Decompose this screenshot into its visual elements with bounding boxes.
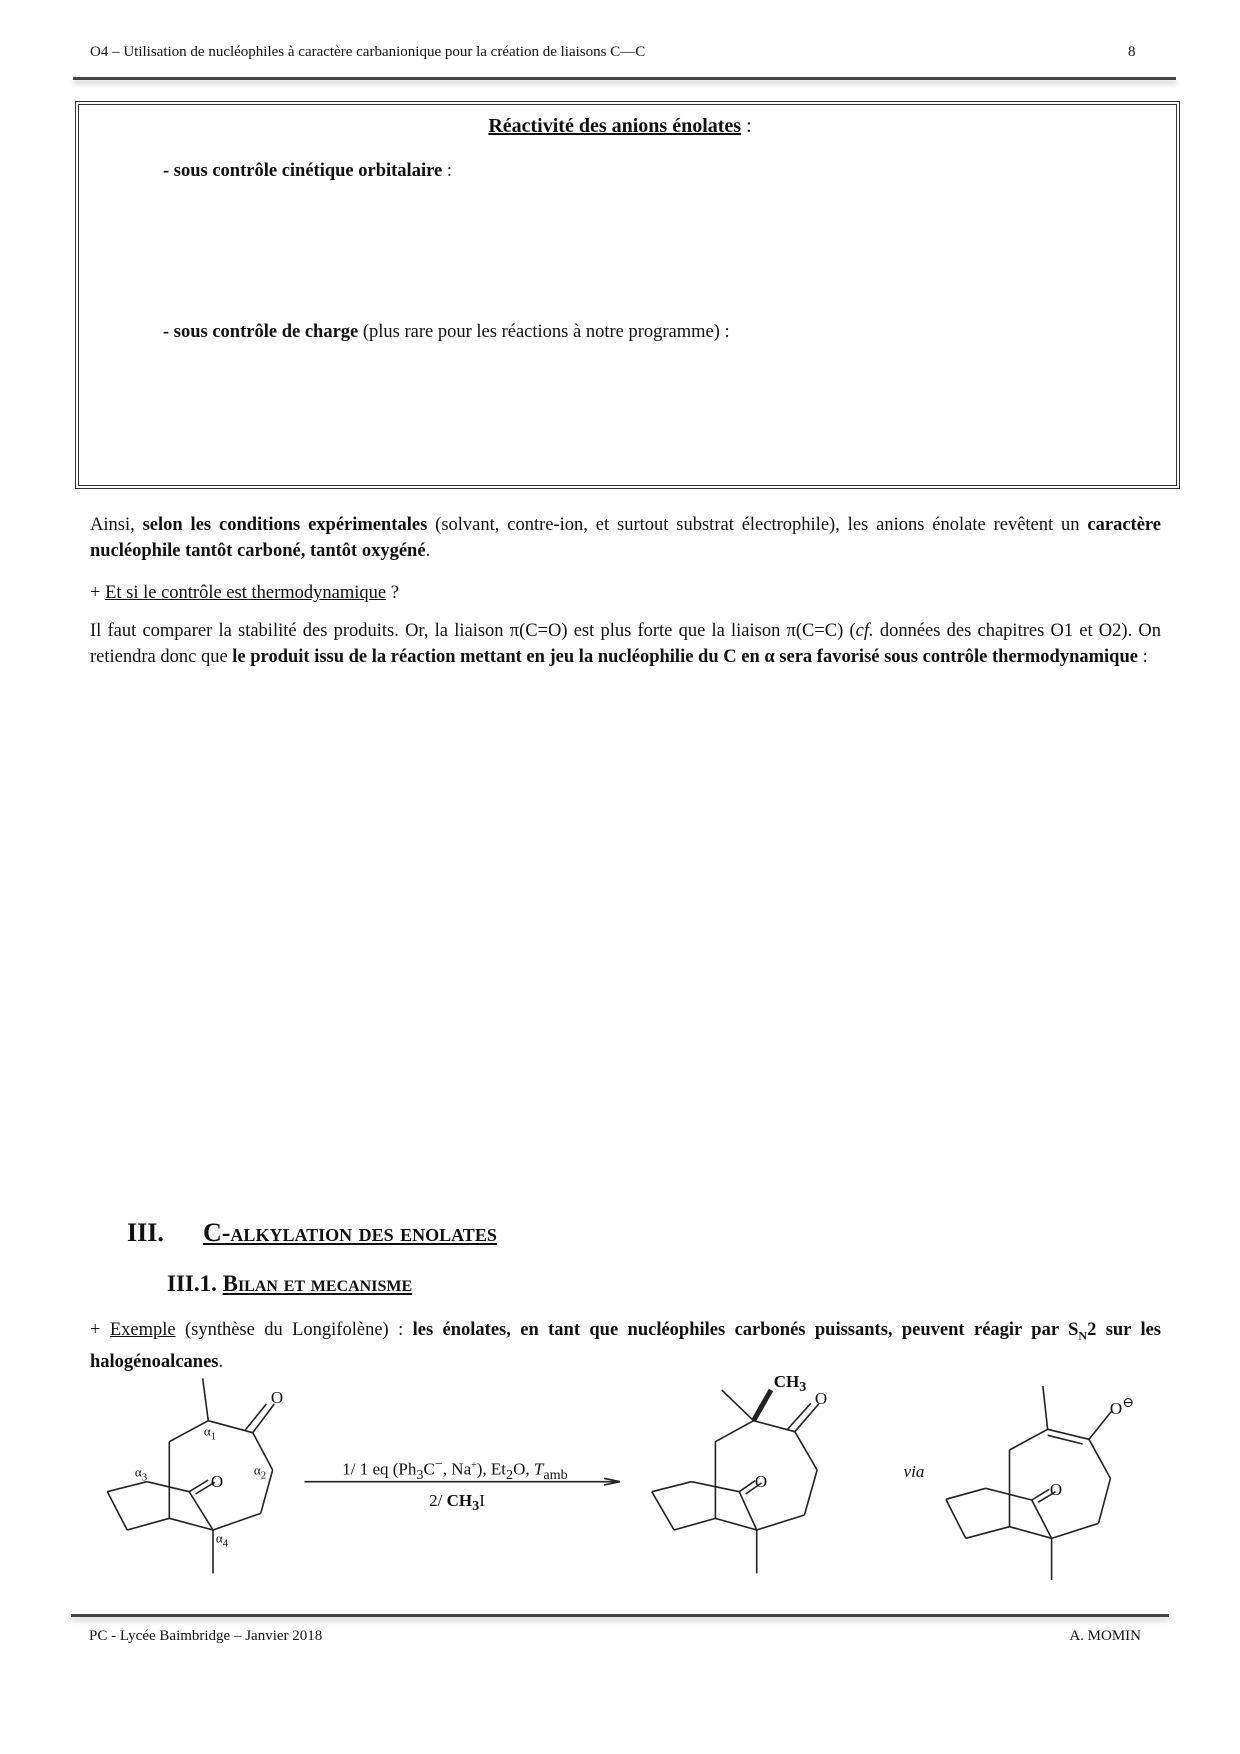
bold-text: caractère nucléophile tantôt carboné, tantôt oxygéné [90, 515, 1162, 561]
t: T [533, 1459, 544, 1479]
bold-text: les énolates, en tant que nucléophiles carbonés puissants, peuvent réagir par S [412, 1320, 1079, 1340]
step2-conditions [429, 1491, 485, 1515]
item-rest: (plus rare pour les réactions à notre programme) : [358, 322, 730, 342]
text: . [425, 541, 431, 561]
reaction-scheme [0, 1350, 1240, 1754]
product-molecule [652, 1390, 819, 1573]
example-label: Exemple [109, 1320, 176, 1340]
alpha4-label [216, 1531, 228, 1550]
text: données des chapitres O1 et O2). On retiendra donc que [90, 621, 1161, 667]
methyl-label [774, 1372, 807, 1396]
box-item-orbital [163, 158, 452, 184]
oxygen-label: O [210, 1472, 224, 1491]
alpha-index: 3 [141, 1471, 148, 1484]
alpha2-label [254, 1463, 266, 1482]
alpha: α [215, 1530, 223, 1546]
section-title: Bilan et mecanisme [222, 1271, 413, 1296]
t: 3 [472, 1498, 480, 1515]
t: + [471, 1459, 477, 1471]
oxygen-label: O [814, 1389, 828, 1408]
footer-rule [71, 1614, 1169, 1617]
t: 3 [799, 1379, 807, 1396]
t: 2 [506, 1467, 514, 1484]
negative-charge-icon: ⊖ [1122, 1395, 1135, 1412]
question-text: Et si le contrôle est thermodynamique [105, 583, 387, 603]
alpha: α [203, 1423, 211, 1439]
alpha-index: 1 [210, 1430, 217, 1443]
t: 1/ 1 eq (Ph [342, 1459, 417, 1479]
item-label: - sous contrôle cinétique orbitalaire [163, 161, 443, 181]
t: O, [513, 1459, 534, 1479]
enolate-intermediate [946, 1386, 1111, 1580]
via-label: via [903, 1462, 925, 1481]
t: O [1109, 1398, 1123, 1418]
subscript: N [1078, 1328, 1088, 1343]
oxygen-label: O [270, 1388, 284, 1407]
alpha-index: 4 [222, 1537, 229, 1550]
footer-left: PC - Lycée Baimbridge – Janvier 2018 [89, 1628, 323, 1644]
t: ), Et [476, 1459, 507, 1479]
box-title [0, 113, 1240, 139]
bold-text: 2 sur les halogénoalcanes [90, 1320, 1161, 1372]
t: C [423, 1459, 435, 1479]
t: CH [773, 1371, 800, 1391]
alpha-index: 2 [260, 1469, 267, 1482]
t: , Na [442, 1459, 472, 1479]
section-3-1-heading [167, 1271, 412, 1297]
plus: + [90, 1320, 110, 1340]
alpha1-label [204, 1424, 216, 1443]
step1-conditions [342, 1456, 568, 1484]
paragraph-stability [90, 618, 1161, 670]
section-number: III. [127, 1218, 164, 1247]
header-rule [73, 77, 1176, 80]
t: 3 [416, 1467, 424, 1484]
section-title: C-alkylation des enolates [203, 1218, 497, 1247]
question-thermo [90, 580, 1161, 606]
t: amb [543, 1467, 568, 1484]
text: (synthèse du Longifolène) : [175, 1320, 413, 1340]
box-title-colon: : [741, 115, 752, 137]
running-header: O4 – Utilisation de nucléophiles à caractère carbanionique pour la création de liaisons C—C [90, 44, 646, 60]
t: 2/ [429, 1490, 447, 1510]
text: (solvant, contre-ion, et surtout substrat électrophile), les anions énolate revêtent un [427, 515, 1088, 535]
t: I [479, 1490, 485, 1510]
page-number: 8 [1128, 44, 1136, 60]
box-title-text: Réactivité des anions énolates [488, 115, 742, 137]
question-mark: ? [386, 583, 399, 603]
section-3-heading [127, 1218, 497, 1248]
item-rest: : [442, 161, 452, 181]
alpha3-label [135, 1465, 147, 1484]
box-item-charge [163, 319, 730, 345]
oxide-label [1110, 1395, 1134, 1419]
italic-text: cf. [855, 621, 874, 641]
text: Ainsi, [90, 515, 143, 535]
footer-author: A. MOMIN [1069, 1628, 1141, 1644]
oxygen-label: O [754, 1472, 768, 1491]
section-number: III.1. [167, 1271, 217, 1296]
bold-text: selon les conditions expérimentales [142, 515, 428, 535]
reactant-molecule [107, 1378, 274, 1573]
bold-text: le produit issu de la réaction mettant en jeu la nucléophilie du C en α sera favorisé sous contrôle thermodynamique [232, 647, 1138, 667]
alpha: α [134, 1464, 142, 1480]
text: Il faut comparer la stabilité des produits. Or, la liaison π(C=O) est plus forte que la liaison π(C=C) ( [90, 621, 856, 641]
item-label: - sous contrôle de charge [163, 322, 359, 342]
t: − [434, 1455, 443, 1472]
plus: + [90, 583, 106, 603]
t: CH [446, 1490, 473, 1510]
paragraph-conditions [90, 512, 1161, 564]
alpha: α [253, 1462, 261, 1478]
text: : [1137, 647, 1148, 667]
text: . [218, 1351, 224, 1372]
oxygen-label: O [1049, 1480, 1063, 1499]
